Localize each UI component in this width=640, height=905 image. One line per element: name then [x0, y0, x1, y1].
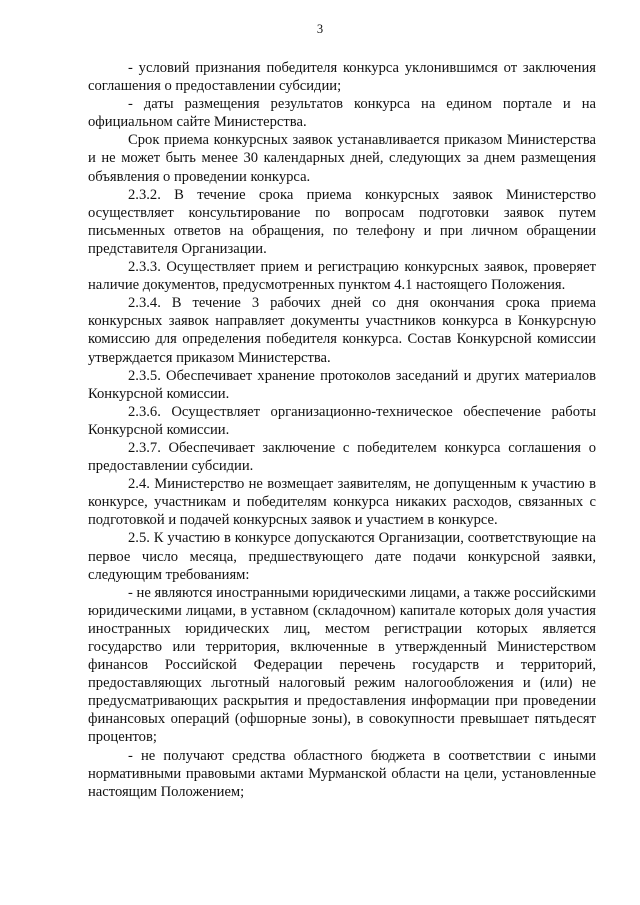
- paragraph-7: 2.3.5. Обеспечивает хранение протоколов заседаний и других материалов Конкурсной комиссии.: [88, 367, 596, 402]
- paragraph-12: - не являются иностранными юридическими лицами, а также российскими юридическими лицами, в уставном (складочном) капитале которых доля участия иностранных юридических лиц, местом регистрации которых является государство или территория, включенные в утвержденный Министерством финансов Российской Федерации перечень государств и территорий, предоставляющих льготный налоговый режим налогообложения и (или) не предусматривающих раскрытия и предоставления информации при проведении финансовых операций (офшорные зоны), в совокупности превышает пятьдесят процентов;: [88, 584, 596, 746]
- paragraph-1: - условий признания победителя конкурса уклонившимся от заключения соглашения о предоставлении субсидии;: [88, 60, 596, 95]
- paragraph-11: 2.5. К участию в конкурсе допускаются Организации, соответствующие на первое число месяца, предшествующего дате подачи конкурсной заявки, следующим требованиям:: [88, 530, 596, 583]
- paragraph-2: - даты размещения результатов конкурса на едином портале и на официальном сайте Министерства.: [88, 96, 596, 131]
- paragraph-10: 2.4. Министерство не возмещает заявителям, не допущенным к участию в конкурсе, участникам и победителям конкурса никаких расходов, связанных с подготовкой и подачей конкурсных заявок и участием в конкурсе.: [88, 476, 596, 529]
- paragraph-3: Срок приема конкурсных заявок устанавливается приказом Министерства и не может быть менее 30 календарных дней, следующих за днем размещения объявления о проведении конкурса.: [88, 132, 596, 185]
- paragraph-6: 2.3.4. В течение 3 рабочих дней со дня окончания срока приема конкурсных заявок направляет документы участников конкурса в Конкурсную комиссию для определения победителя конкурса. Состав Конкурсной комиссии утверждается приказом Министерства.: [88, 295, 596, 366]
- paragraph-13: - не получают средства областного бюджета в соответствии с иными нормативными правовыми актами Мурманской области на цели, установленные настоящим Положением;: [88, 747, 596, 800]
- document-body: [88, 59, 596, 801]
- page-number: 3: [316, 22, 324, 36]
- paragraph-9: 2.3.7. Обеспечивает заключение с победителем конкурса соглашения о предоставлении субсидии.: [88, 439, 596, 475]
- paragraph-4: 2.3.2. В течение срока приема конкурсных заявок Министерство осуществляет консультирование по вопросам подготовки заявок путем письменных ответов на обращения, по телефону и при личном обращении представителя Организации.: [88, 186, 596, 257]
- paragraph-8: 2.3.6. Осуществляет организационно-техническое обеспечение работы Конкурсной комиссии.: [88, 403, 596, 438]
- paragraph-5: 2.3.3. Осуществляет прием и регистрацию конкурсных заявок, проверяет наличие документов, предусмотренных пунктом 4.1 настоящего Положения.: [88, 259, 596, 294]
